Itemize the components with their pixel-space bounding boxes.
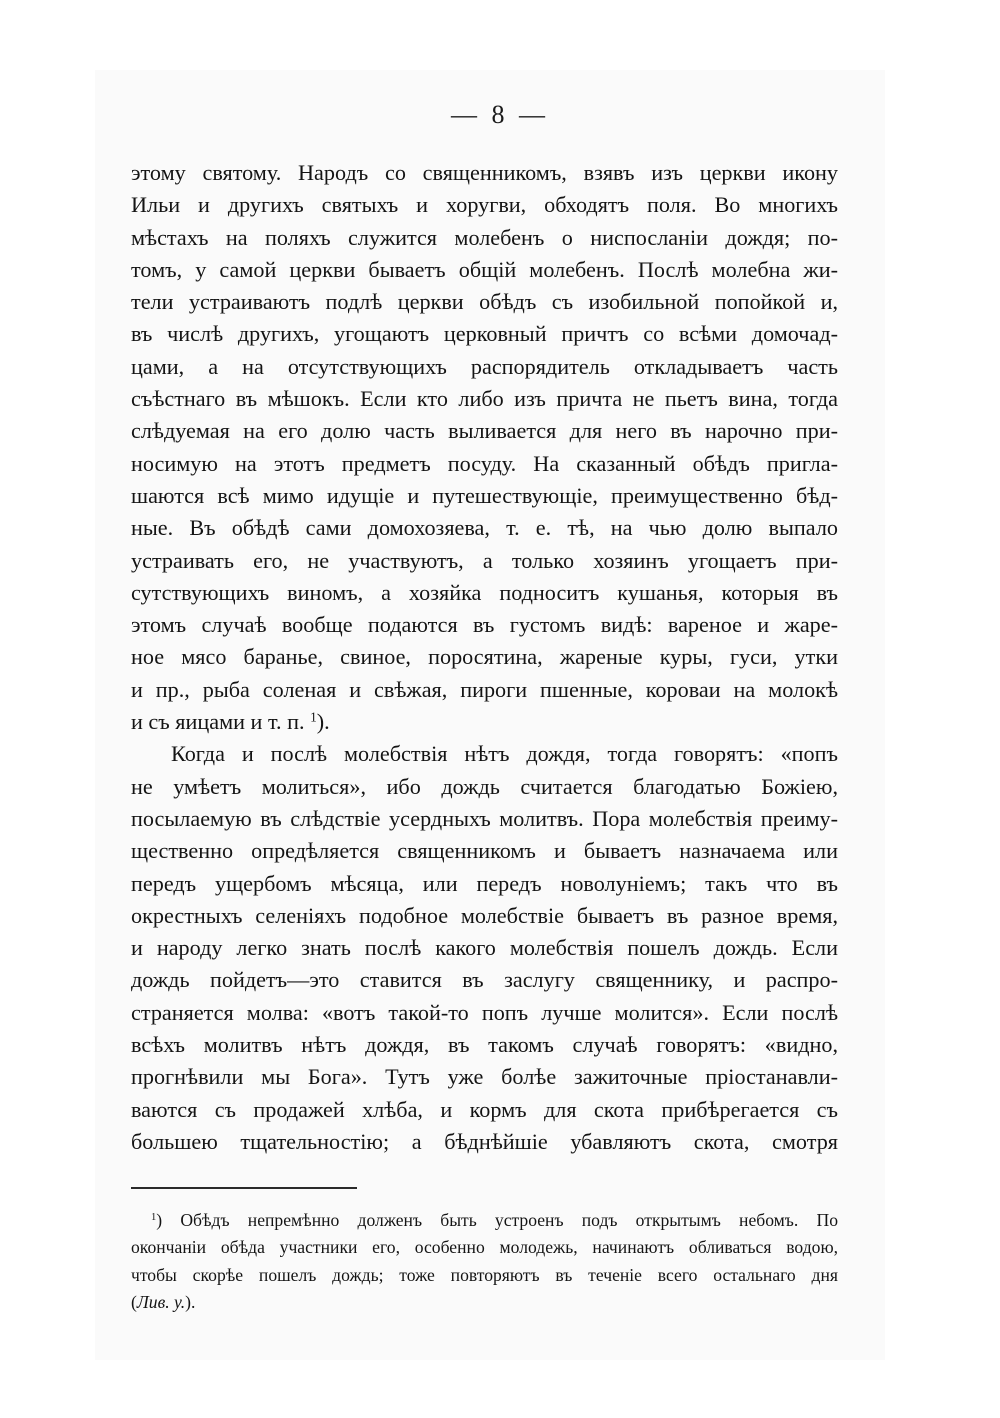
text-line: мѣстахъ на поляхъ служится молебенъ о ниспосланіи дождя; по- <box>131 224 838 250</box>
text-line: въ числѣ другихъ, угощаютъ церковный причтъ со всѣми домочад- <box>131 321 838 347</box>
text-line: дождь пойдетъ—это ставится въ заслугу священнику, и распро- <box>131 967 838 993</box>
text-line: всѣхъ молитвъ нѣтъ дождя, въ такомъ случаѣ говорятъ: «видно, <box>131 1032 838 1058</box>
text-line: съѣстнаго въ мѣшокъ. Если кто либо изъ причта не пьетъ вина, тогда <box>131 386 838 412</box>
footnote-line <box>131 1207 838 1234</box>
text-line-last <box>131 706 838 738</box>
text-line: ваются съ продажей хлѣба, и кормъ для скота прибѣрегается съ <box>131 1096 838 1122</box>
text-line: этому святому. Народъ со священникомъ, взявъ изъ церкви икону <box>131 160 838 185</box>
footnote-source-open: ( <box>131 1292 137 1313</box>
text-line: томъ, у самой церкви бываетъ общій молебенъ. Послѣ молебна жи- <box>131 256 838 282</box>
footnote-text: ) Обѣдъ непремѣнно долженъ быть устроенъ подъ открытымъ небомъ. По <box>156 1210 838 1230</box>
text-line: сутствующихъ виномъ, а хозяйка подноситъ кушанья, которыя въ <box>131 579 838 605</box>
text-line: тели устраиваютъ подлѣ церкви обѣдъ съ изобильной попойкой и, <box>131 289 838 315</box>
footnote-source-close: ). <box>185 1292 196 1313</box>
text-line: передъ ущербомъ мѣсяца, или передъ новолуніемъ; такъ что въ <box>131 870 838 896</box>
text-line: Ильи и другихъ святыхъ и хоругви, обходятъ поля. Во многихъ <box>131 192 838 218</box>
text-line: большею тщательностію; а бѣднѣйшіе убавляютъ скота, смотря <box>131 1128 838 1154</box>
text-line: этомъ случаѣ вообще подаются въ густомъ видѣ: вареное и жаре- <box>131 612 838 638</box>
footnote-reference[interactable]: 1 <box>310 709 317 725</box>
footnote-line: окончаніи обѣда участники его, особенно молодежь, начинаютъ обливаться водою, <box>131 1237 838 1258</box>
text-fragment: и съ яицами и т. п. <box>131 709 305 735</box>
text-line: и народу легко знать послѣ какого молебствія пошелъ дождь. Если <box>131 935 838 961</box>
footnote-source-line <box>131 1289 838 1316</box>
text-line: ные. Въ обѣдѣ сами домохозяева, т. е. тѣ, на чью долю выпало <box>131 515 838 541</box>
page-number: — 8 — <box>451 100 549 129</box>
text-line: устраивать его, не участвуютъ, а только хозяинъ угощаетъ при- <box>131 547 838 573</box>
footnote-separator <box>131 1187 357 1189</box>
text-line: не умѣетъ молиться», ибо дождь считается благодатью Божіею, <box>131 773 838 799</box>
footnote-source: Лив. у. <box>136 1292 186 1313</box>
text-line: окрестныхъ селеніяхъ подобное молебствіе бываетъ въ разное время, <box>131 902 838 928</box>
footnote-line: чтобы скорѣе пошелъ дождь; тоже повторяютъ въ теченіе всего остальнаго дня <box>131 1264 838 1285</box>
text-line: цами, а на отсутствующихъ распорядитель откладываетъ часть <box>131 353 838 379</box>
text-line: носимую на этотъ предметъ посуду. На сказанный обѣдъ пригла- <box>131 450 838 476</box>
text-line: Когда и послѣ молебствія нѣтъ дождя, тогда говорятъ: «попъ <box>171 741 838 767</box>
text-fragment: ). <box>316 709 330 735</box>
footnote-marker: 1 <box>151 1212 157 1224</box>
text-line: посылаемую въ слѣдствіе усердныхъ молитвъ. Пора молебствія преиму- <box>131 805 838 831</box>
text-line: и пр., рыба соленая и свѣжая, пироги пшенные, короваи на молокѣ <box>131 676 838 702</box>
text-line: слѣдуемая на его долю часть выливается для него въ нарочно при- <box>131 418 838 444</box>
text-line: шаются всѣ мимо идущіе и путешествующіе, преимущественно бѣд- <box>131 482 838 508</box>
main-text <box>131 157 838 1158</box>
text-line: ное мясо баранье, свиное, поросятина, жареные куры, гуси, утки <box>131 644 838 670</box>
text-line: страняется молва: «вотъ такой-то попъ лучше молится». Если послѣ <box>131 999 838 1025</box>
text-line: щественно опредѣляется священникомъ и бываетъ назначаема или <box>131 838 838 864</box>
footnote <box>131 1207 838 1317</box>
text-line: прогнѣвили мы Бога». Тутъ уже болѣе зажиточные пріостанавли- <box>131 1064 838 1090</box>
